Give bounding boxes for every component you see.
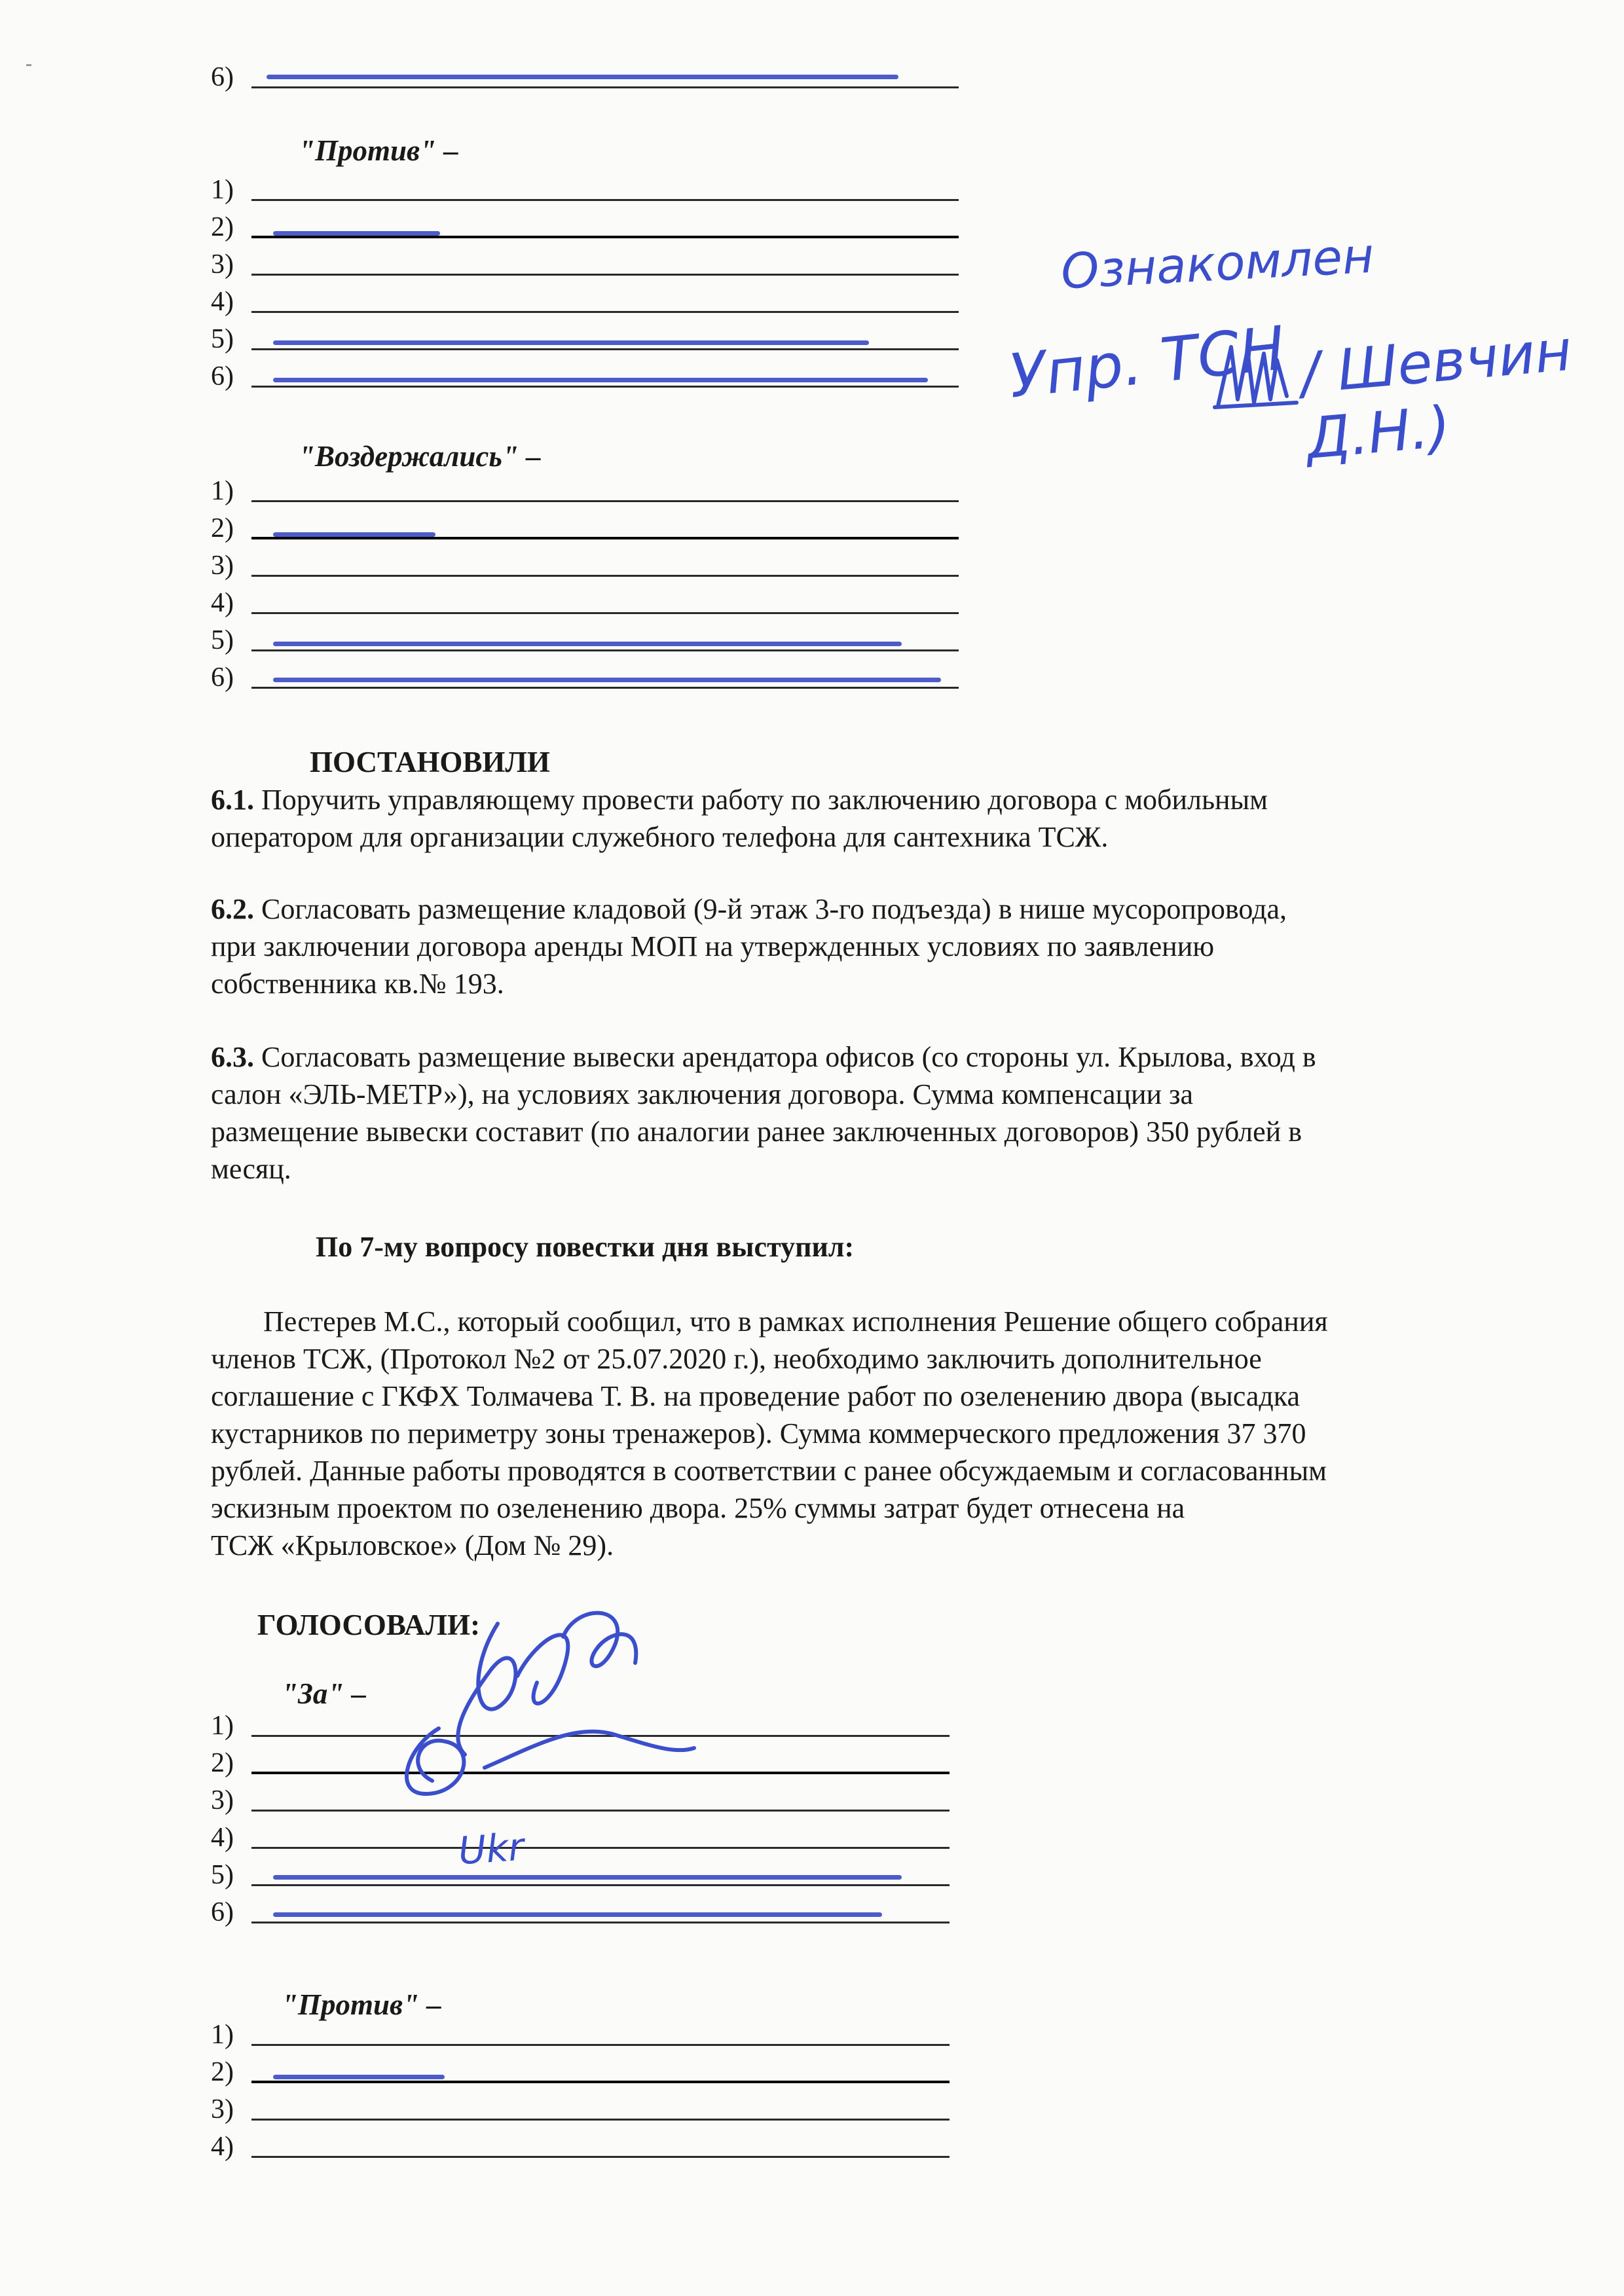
handwritten-acknowledged: Ознакомлен xyxy=(1060,227,1376,301)
ink-strike xyxy=(273,340,869,345)
handwritten-name: / Шевчин Д.Н.) xyxy=(1298,318,1575,472)
ink-strike xyxy=(273,1875,902,1880)
signature-line xyxy=(251,1884,950,1886)
resolution-number: 6.2. xyxy=(211,893,254,925)
ink-strike xyxy=(273,2075,445,2079)
vote-row xyxy=(211,2128,950,2166)
signature-line xyxy=(251,1847,950,1849)
resolution-6-2 xyxy=(211,890,1488,1002)
row-number: 4) xyxy=(211,287,234,317)
vote-row xyxy=(211,1857,950,1894)
vote-list-abstained xyxy=(211,473,959,697)
for-label: "За" – xyxy=(282,1677,367,1710)
row-number: 2) xyxy=(211,212,234,242)
vote-row xyxy=(211,473,959,510)
abstained-label: "Воздержались" – xyxy=(299,440,541,473)
vote-row xyxy=(211,2091,950,2128)
resolution-number: 6.1. xyxy=(211,784,254,816)
resolution-number: 6.3. xyxy=(211,1041,254,1073)
row-number: 2) xyxy=(211,1748,234,1778)
ink-strike xyxy=(267,75,898,79)
vote-row xyxy=(211,59,959,96)
ink-strike xyxy=(273,642,902,646)
handwritten-initials: Ukr xyxy=(456,1824,526,1874)
signature-line xyxy=(251,274,959,276)
ink-strike xyxy=(273,532,435,537)
signature-line xyxy=(251,687,959,689)
vote-row xyxy=(211,358,959,395)
row-number: 3) xyxy=(211,249,234,280)
vote-list-against xyxy=(211,172,959,395)
row-number: 5) xyxy=(211,1860,234,1890)
question7-heading: По 7-му вопросу повестки дня выступил: xyxy=(316,1231,855,1263)
vote-row xyxy=(211,2054,950,2091)
signature-scribble-icon xyxy=(367,1597,707,1846)
ink-strike xyxy=(273,1912,882,1917)
signature-line xyxy=(251,649,959,651)
signature-line xyxy=(251,199,959,201)
vote-row xyxy=(211,246,959,283)
handwritten-position: Упр. ТСН xyxy=(1005,313,1289,412)
row-number: 3) xyxy=(211,2094,234,2124)
decided-heading: ПОСТАНОВИЛИ xyxy=(310,746,550,778)
vote-list-against-2 xyxy=(211,2016,950,2166)
signature-line xyxy=(251,500,959,502)
row-number: 2) xyxy=(211,2057,234,2087)
row-number: 3) xyxy=(211,551,234,581)
signature-line xyxy=(251,537,959,539)
signature-line xyxy=(251,2044,950,2046)
vote-row xyxy=(211,209,959,246)
signature-line xyxy=(251,86,959,88)
row-number: 1) xyxy=(211,476,234,506)
row-number: 1) xyxy=(211,1711,234,1741)
signature-line xyxy=(251,386,959,388)
resolution-6-3 xyxy=(211,1038,1488,1188)
against-label: "Против" – xyxy=(299,134,458,167)
signature-line xyxy=(251,348,959,350)
row-number: 2) xyxy=(211,513,234,543)
voted-heading: ГОЛОСОВАЛИ: xyxy=(257,1609,481,1641)
vote-row xyxy=(211,283,959,321)
signature-line xyxy=(251,1922,950,1923)
against-label-2: "Против" – xyxy=(282,1988,441,2021)
signature-line xyxy=(251,2081,950,2083)
vote-row xyxy=(211,2016,950,2054)
signature-mark-icon xyxy=(1211,334,1303,419)
signature-line xyxy=(251,311,959,313)
vote-row xyxy=(211,172,959,209)
row-number: 1) xyxy=(211,2020,234,2050)
row-number: 5) xyxy=(211,324,234,354)
row-number: 1) xyxy=(211,175,234,205)
ink-strike xyxy=(273,678,941,682)
row-number: 4) xyxy=(211,588,234,618)
scan-speck xyxy=(26,64,31,66)
row-number: 6) xyxy=(211,62,234,92)
row-number: 4) xyxy=(211,2132,234,2162)
row-number: 3) xyxy=(211,1785,234,1815)
row-number: 6) xyxy=(211,361,234,392)
resolution-6-1 xyxy=(211,781,1488,856)
vote-row xyxy=(211,547,959,585)
signature-line xyxy=(251,2119,950,2121)
signature-line xyxy=(251,612,959,614)
ink-strike xyxy=(273,378,928,382)
ink-strike xyxy=(273,231,440,236)
question7-paragraph: Пестерев М.С., который сообщил, что в рамках исполнения Решение общего собрания членов ТСЖ, (Протокол №2 от 25.07.2020 г.), необходимо заключить дополнительное соглашение с ГКФХ Толмачева Т. В. на проведение работ по озеленению двора (высадка кустарников по периметру зоны тренажеров). Сумма коммерческого предложения 37 370 рублей. Данные работы проводятся в соответствии с ранее обсуждаемым и согласованным эскизным проектом по озеленению двора. 25% суммы затрат будет отнесена на ТСЖ «Крыловское» (Дом № 29). xyxy=(211,1305,1328,1561)
vote-list-for-tail xyxy=(211,59,959,96)
row-number: 5) xyxy=(211,625,234,655)
vote-row xyxy=(211,622,959,659)
vote-row xyxy=(211,510,959,547)
vote-row xyxy=(211,659,959,697)
signature-line xyxy=(251,236,959,238)
signature-line xyxy=(251,575,959,577)
vote-row xyxy=(211,1894,950,1931)
vote-row xyxy=(211,321,959,358)
row-number: 4) xyxy=(211,1823,234,1853)
resolution-text: Поручить управляющему провести работу по заключению договора с мобильным оператором для организации служебного телефона для сантехника ТСЖ. xyxy=(211,784,1268,853)
resolution-text: Согласовать размещение вывески арендатора офисов (со стороны ул. Крылова, вход в салон «ЭЛЬ-МЕТР»), на условиях заключения договора. Сумма компенсации за размещение вывески составит (по аналогии ранее заключенных договоров) 350 рублей в месяц. xyxy=(211,1041,1316,1185)
signature-line xyxy=(251,2156,950,2158)
vote-row xyxy=(211,585,959,622)
row-number: 6) xyxy=(211,1897,234,1927)
row-number: 6) xyxy=(211,663,234,693)
resolution-text: Согласовать размещение кладовой (9-й этаж 3-го подъезда) в нише мусоропровода, при заключении договора аренды МОП на утвержденных условиях по заявлению собственника кв.№ 193. xyxy=(211,893,1287,1000)
